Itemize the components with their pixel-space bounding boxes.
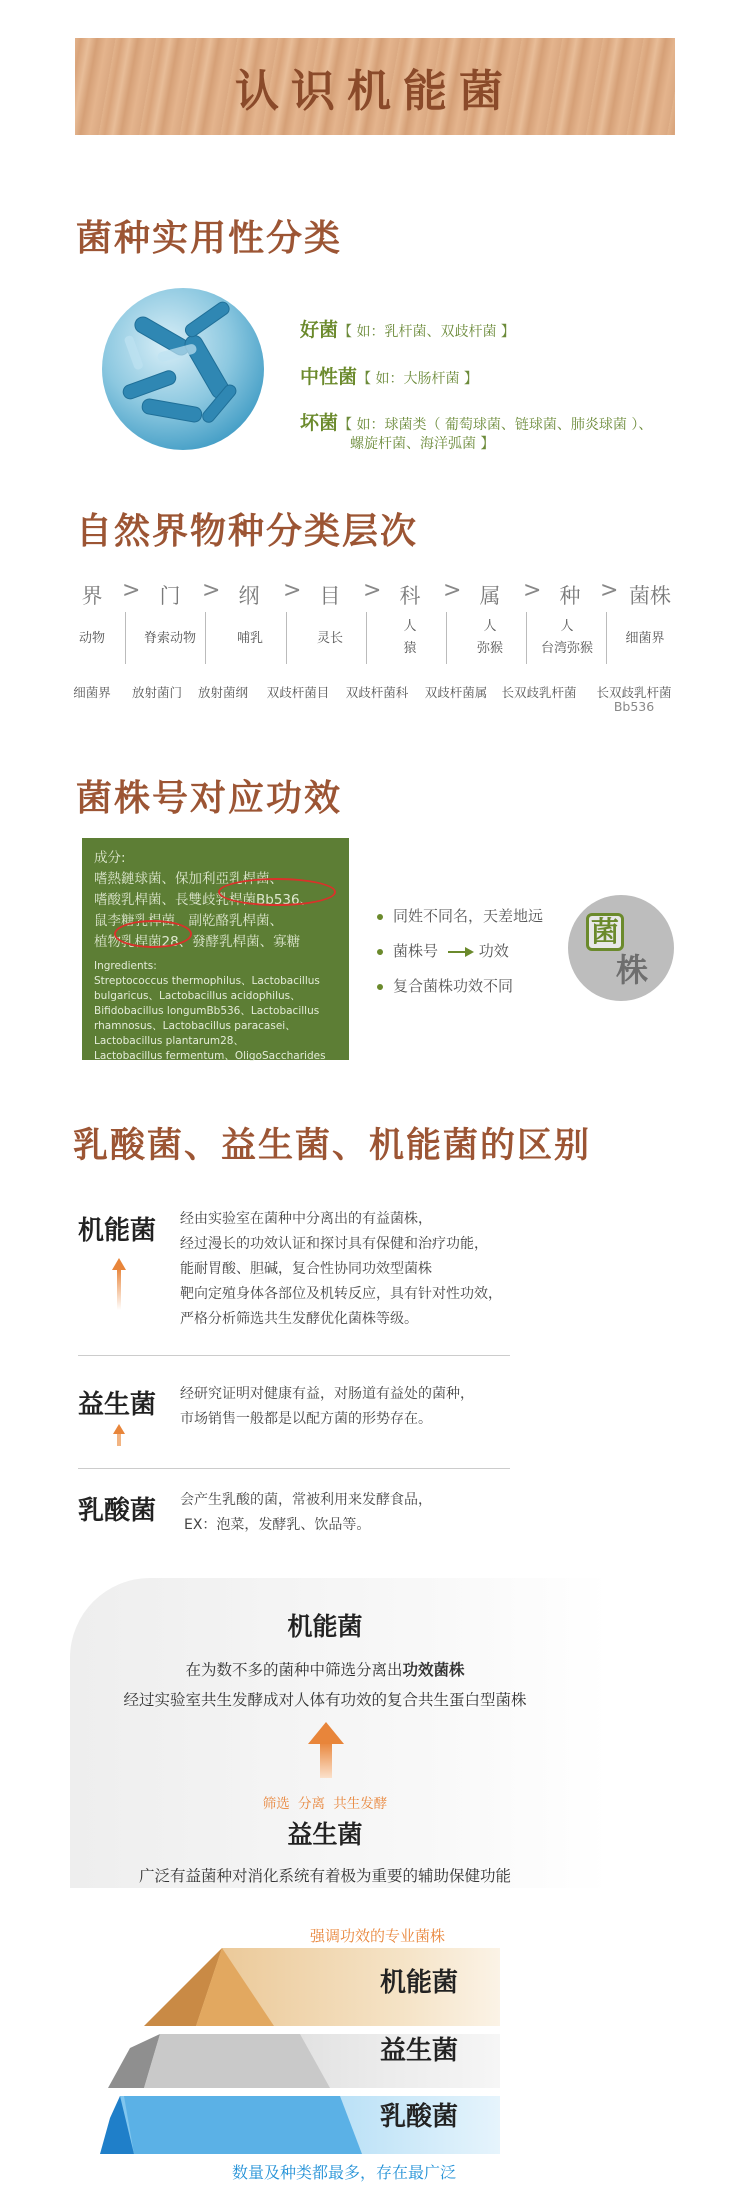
probiotics-desc: 经研究证明对健康有益，对肠道有益处的菌种， 市场销售一般都是以配方菌的形势存在。 bbox=[180, 1386, 474, 1427]
pyramid-top-note: 强调功效的专业菌株 bbox=[310, 1927, 446, 1945]
bact-family: 双歧杆菌科 bbox=[345, 685, 409, 700]
rank-order: 目 bbox=[319, 584, 341, 608]
banner-title: 认识机能菌 bbox=[235, 65, 515, 117]
hierarchy-line-3: 广泛有益菌种对消化系统有着极为重要的辅助保健功能 bbox=[138, 1867, 511, 1885]
neutral-bacteria-label: 中性菌 bbox=[300, 366, 358, 388]
rank-separator: > bbox=[283, 578, 302, 603]
bullet-item: 复合菌株功效不同 bbox=[377, 975, 513, 996]
rank-separator: > bbox=[443, 578, 462, 603]
rank-separator: > bbox=[363, 578, 382, 603]
strain-badge bbox=[568, 895, 674, 1001]
rank-strain: 菌株 bbox=[629, 584, 671, 608]
term-lactic-acid-bacteria: 乳酸菌 bbox=[78, 1496, 157, 1526]
rank-genus: 属 bbox=[479, 584, 501, 608]
section-title-classification: 菌种实用性分类 bbox=[76, 218, 343, 259]
neutral-bacteria-row bbox=[300, 362, 478, 389]
functional-bacteria-desc: 经由实验室在菌种中分离出的有益菌株， 经过漫长的功效认证和探讨具有保健和治疗功能， 能耐胃酸、胆碱，复合性协同功效型菌株 靶向定殖身体各部位及机转反应，具有针对性功效， 严格分析筛选共生发酵优化菌株等级。 bbox=[180, 1211, 502, 1327]
process-label: 筛选 分离 共生发酵 bbox=[262, 1796, 388, 1812]
rank-separator: > bbox=[202, 578, 221, 603]
ingredient-line: 鼠李糖乳桿菌、副乾酪乳桿菌、 bbox=[94, 913, 283, 929]
bad-bacteria-row bbox=[300, 408, 652, 435]
ingredient-english: Ingredients: Streptococcus thermophilus、Lactobacillus bulgaricus、Lactobacillus acidophilus、 Bifidobacillus longumBb536、Lactobacillus rhamnosus、Lactobacillus paracasei、 Lactobacillus plantarum28、 Lactobacillus fermentum、OligoSaccharides bbox=[94, 960, 326, 1062]
ingredient-line: 嗜酸乳桿菌、長雙歧乳桿菌Bb536、 bbox=[94, 892, 314, 908]
pyramid-level-probiotics: 益生菌 bbox=[380, 2036, 459, 2066]
divider bbox=[125, 612, 126, 664]
good-bacteria-label: 好菌 bbox=[300, 319, 339, 341]
divider bbox=[446, 612, 447, 664]
divider bbox=[526, 612, 527, 664]
highlight-oval bbox=[218, 878, 336, 906]
bad-bacteria-desc: 【 如：球菌类（ 葡萄球菌、链球菌、肺炎球菌 ）、 bbox=[338, 417, 653, 433]
good-bacteria-row bbox=[300, 315, 515, 342]
divider bbox=[205, 612, 206, 664]
divider bbox=[606, 612, 607, 664]
bullet-item: 菌株号 功效 bbox=[377, 940, 509, 961]
divider bbox=[286, 612, 287, 664]
rank-species: 种 bbox=[559, 584, 581, 608]
human-species: 人 台湾弥猴 bbox=[540, 619, 593, 656]
bact-strain: 长双歧乳杆菌 Bb536 bbox=[596, 685, 672, 714]
bact-class: 放射菌纲 bbox=[197, 685, 248, 700]
ingredient-label bbox=[82, 838, 349, 1060]
divider bbox=[78, 1468, 510, 1469]
bacteria-image bbox=[102, 288, 264, 450]
bact-genus: 双歧杆菌属 bbox=[424, 685, 488, 700]
divider bbox=[78, 1355, 510, 1356]
arrow-up-icon bbox=[113, 1424, 125, 1446]
section-title-difference: 乳酸菌、益生菌、机能菌的区别 bbox=[73, 1126, 592, 1166]
human-genus: 人 弥猴 bbox=[476, 619, 503, 656]
rank-separator: > bbox=[122, 578, 141, 603]
term-functional-bacteria: 机能菌 bbox=[78, 1216, 157, 1246]
arrow-right-icon bbox=[447, 946, 475, 958]
human-order: 灵长 bbox=[316, 631, 343, 646]
pyramid-level-functional: 机能菌 bbox=[380, 1968, 459, 1998]
highlight-oval bbox=[114, 920, 192, 948]
badge-char-1: 菌 bbox=[586, 913, 624, 951]
rank-separator: > bbox=[600, 578, 619, 603]
divider bbox=[366, 612, 367, 664]
hierarchy-title-probiotics: 益生菌 bbox=[287, 1820, 363, 1849]
human-family: 人 猿 bbox=[403, 619, 417, 656]
bad-bacteria-label: 坏菌 bbox=[300, 412, 339, 434]
rank-phylum: 门 bbox=[159, 584, 181, 608]
bullet-item: 同姓不同名，天差地远 bbox=[377, 905, 543, 926]
hierarchy-line-1: 在为数不多的菌种中筛选分离出功效菌株 bbox=[185, 1661, 465, 1679]
hierarchy-line-2: 经过实验室共生发酵成对人体有功效的复合共生蛋白型菌株 bbox=[123, 1691, 527, 1709]
bad-bacteria-desc-2: 螺旋杆菌、海洋弧菌 】 bbox=[350, 436, 495, 452]
arrow-up-icon bbox=[112, 1258, 126, 1310]
ingredient-heading: 成分: bbox=[94, 850, 126, 866]
human-kingdom: 动物 bbox=[78, 631, 105, 646]
human-strain: 细菌界 bbox=[625, 631, 665, 646]
bact-phylum: 放射菌门 bbox=[131, 685, 182, 700]
bact-order: 双歧杆菌目 bbox=[266, 685, 330, 700]
pyramid-bottom-note: 数量及种类都最多，存在最广泛 bbox=[232, 2163, 457, 2182]
arrow-up-icon bbox=[308, 1722, 344, 1778]
good-bacteria-desc: 【 如：乳杆菌、双歧杆菌 】 bbox=[338, 324, 515, 340]
ingredient-line: 植物乳桿菌28、發酵乳桿菌、寡糖 bbox=[94, 934, 301, 950]
ingredient-line: 嗜熱鏈球菌、保加利亞乳桿菌、 bbox=[94, 871, 283, 887]
bact-kingdom: 细菌界 bbox=[73, 685, 111, 700]
term-probiotics: 益生菌 bbox=[78, 1390, 157, 1420]
pyramid-level-lactic: 乳酸菌 bbox=[380, 2102, 459, 2132]
section-title-taxonomy: 自然界物种分类层次 bbox=[76, 511, 419, 552]
title-banner bbox=[75, 38, 675, 135]
neutral-bacteria-desc: 【 如：大肠杆菌 】 bbox=[357, 371, 478, 387]
human-class: 哺乳 bbox=[236, 631, 263, 646]
rank-separator: > bbox=[523, 578, 542, 603]
bact-species: 长双歧乳杆菌 bbox=[501, 685, 577, 700]
hierarchy-title-functional: 机能菌 bbox=[287, 1612, 363, 1641]
rank-family: 科 bbox=[399, 584, 421, 608]
lactic-acid-desc: 会产生乳酸的菌，常被利用来发酵食品， EX：泡菜，发酵乳、饮品等。 bbox=[180, 1492, 432, 1533]
section-title-strain-efficacy: 菌株号对应功效 bbox=[76, 778, 343, 819]
human-phylum: 脊索动物 bbox=[143, 631, 196, 646]
badge-char-2: 株 bbox=[616, 951, 649, 989]
rank-class: 纲 bbox=[238, 584, 260, 608]
rank-kingdom: 界 bbox=[81, 584, 103, 608]
